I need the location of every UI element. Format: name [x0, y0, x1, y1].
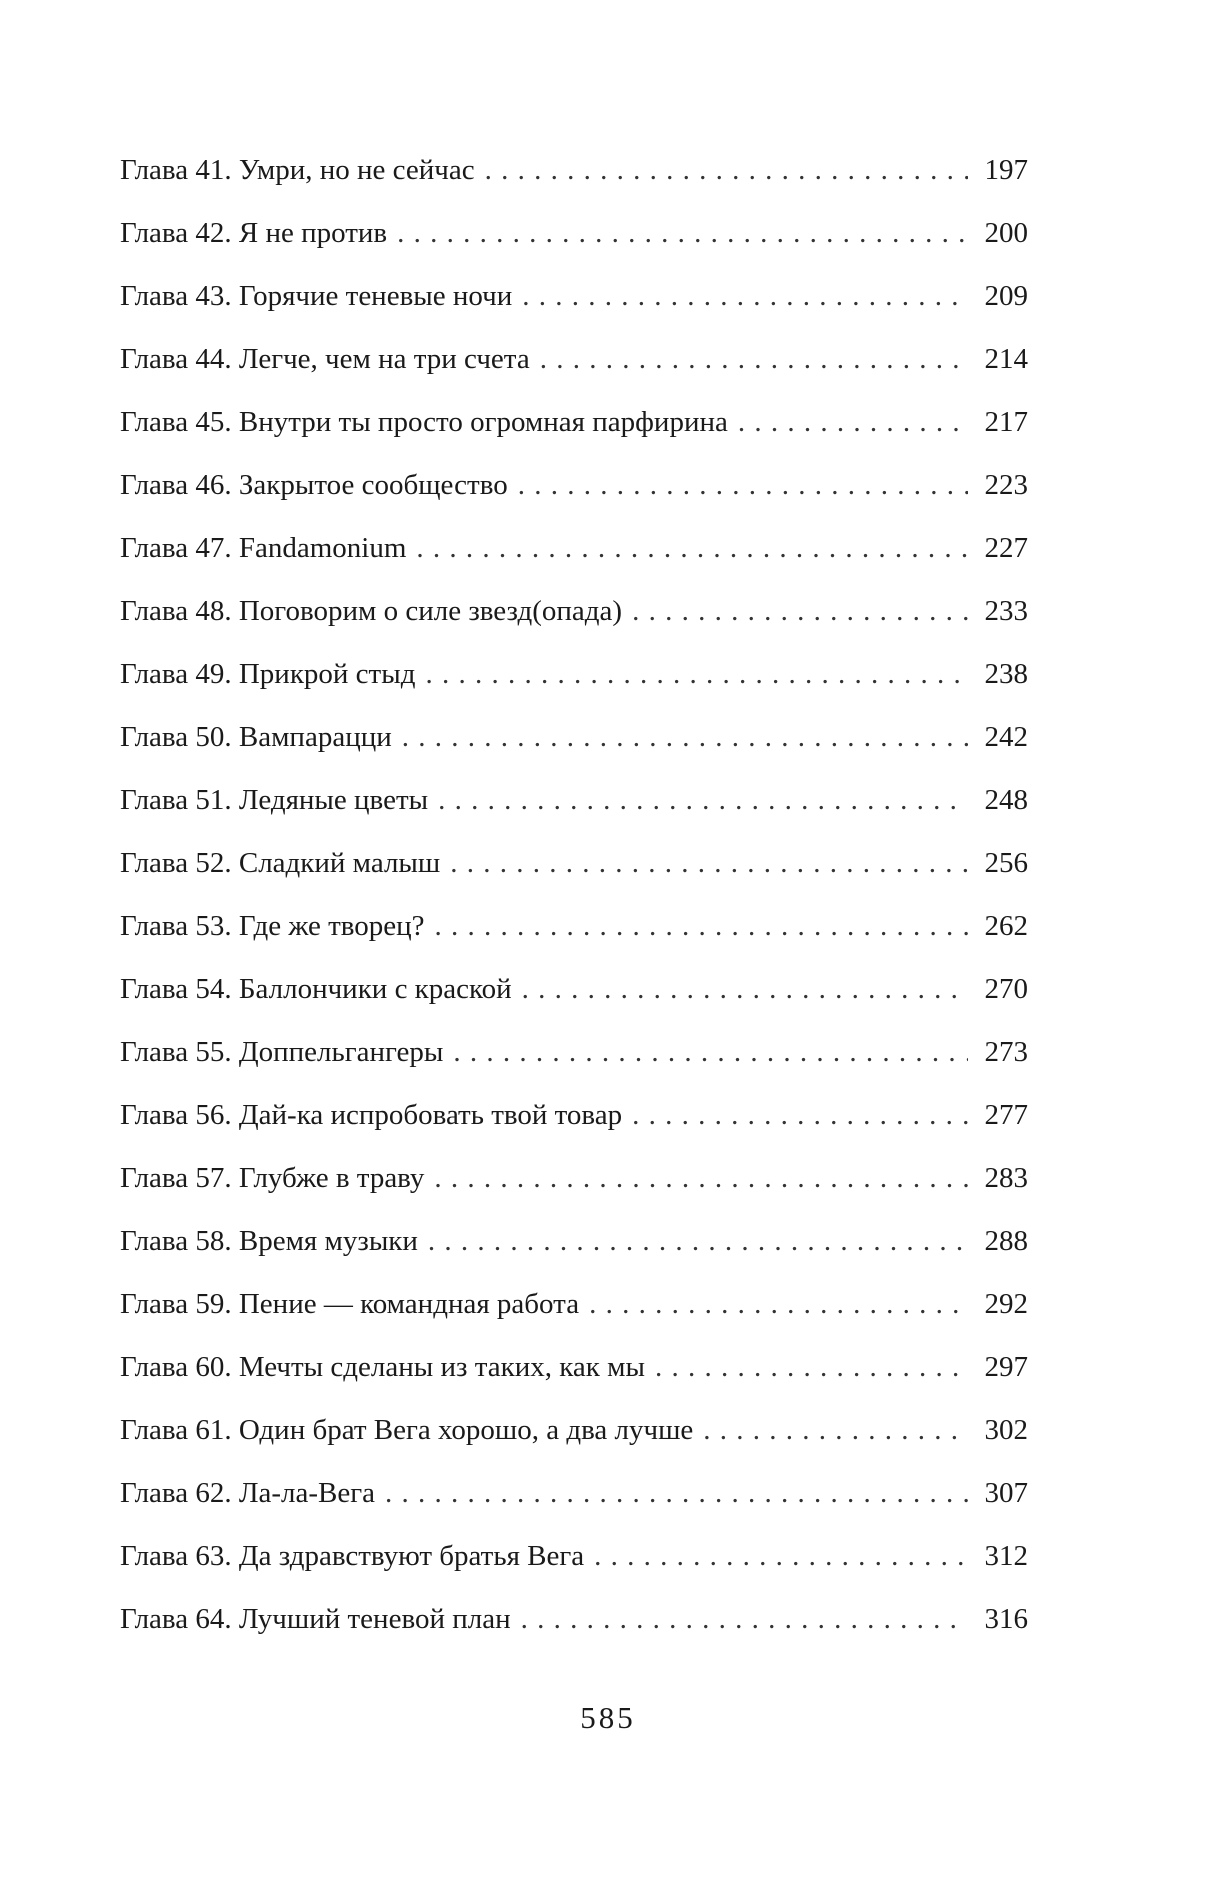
toc-entry-page: 277	[984, 1099, 1028, 1131]
toc-entry-title: Глава 63. Да здравствуют братья Вега	[120, 1540, 585, 1572]
toc-entry-page: 297	[984, 1351, 1028, 1383]
toc-entry	[120, 1286, 1028, 1349]
toc-leader-dots	[703, 1412, 968, 1448]
toc-leader-dots	[438, 782, 968, 818]
toc-entry-title: Глава 60. Мечты сделаны из таких, как мы	[120, 1351, 645, 1383]
toc-entry-page: 214	[984, 343, 1028, 375]
toc-entry	[120, 782, 1028, 845]
toc-entry-page: 248	[984, 784, 1028, 816]
toc-entry	[120, 656, 1028, 719]
toc-entry-title: Глава 52. Сладкий малыш	[120, 847, 441, 879]
toc-entry-title: Глава 43. Горячие теневые ночи	[120, 280, 513, 312]
toc-entry-page: 200	[984, 217, 1028, 249]
toc-leader-dots	[385, 1475, 968, 1511]
toc-entry-title: Глава 61. Один брат Вега хорошо, а два лучше	[120, 1414, 694, 1446]
toc-entry-page: 312	[984, 1540, 1028, 1572]
toc-entry-page: 227	[984, 532, 1028, 564]
toc-entry	[120, 1034, 1028, 1097]
toc-entry-page: 242	[984, 721, 1028, 753]
toc-entry-page: 217	[984, 406, 1028, 438]
toc-entry	[120, 467, 1028, 530]
toc-entry-title: Глава 53. Где же творец?	[120, 910, 425, 942]
toc-entry-title: Глава 51. Ледяные цветы	[120, 784, 429, 816]
toc-leader-dots	[485, 152, 968, 188]
toc-leader-dots	[425, 656, 968, 692]
toc-entry	[120, 341, 1028, 404]
toc-leader-dots	[450, 845, 968, 881]
toc-entry-title: Глава 57. Глубже в траву	[120, 1162, 425, 1194]
toc-leader-dots	[594, 1538, 968, 1574]
toc-entry	[120, 404, 1028, 467]
toc-leader-dots	[518, 467, 968, 503]
toc-entry	[120, 971, 1028, 1034]
toc-entry	[120, 152, 1028, 215]
toc-leader-dots	[589, 1286, 968, 1322]
toc-entry-title: Глава 41. Умри, но не сейчас	[120, 154, 475, 186]
toc-leader-dots	[655, 1349, 968, 1385]
toc-entry-page: 270	[984, 973, 1028, 1005]
toc-entry-title: Глава 45. Внутри ты просто огромная парфирина	[120, 406, 728, 438]
toc-entry	[120, 1223, 1028, 1286]
toc-entry-title: Глава 54. Баллончики с краской	[120, 973, 512, 1005]
toc-leader-dots	[522, 971, 968, 1007]
toc-entry-page: 233	[984, 595, 1028, 627]
toc-entry	[120, 278, 1028, 341]
toc-entry-page: 307	[984, 1477, 1028, 1509]
toc-entry-title: Глава 64. Лучший теневой план	[120, 1603, 511, 1635]
toc-entry	[120, 1601, 1028, 1664]
toc-leader-dots	[428, 1223, 968, 1259]
page-number: 585	[580, 1700, 636, 1735]
toc-entry	[120, 1475, 1028, 1538]
toc-entry	[120, 215, 1028, 278]
toc-leader-dots	[434, 1160, 968, 1196]
toc-leader-dots	[402, 719, 968, 755]
toc-entry	[120, 1538, 1028, 1601]
toc-entry	[120, 1349, 1028, 1412]
toc-entry-title: Глава 62. Ла-ла-Вега	[120, 1477, 376, 1509]
toc-leader-dots	[632, 1097, 968, 1133]
toc-entry-title: Глава 50. Вампарацци	[120, 721, 392, 753]
toc-entry-title: Глава 46. Закрытое сообщество	[120, 469, 508, 501]
toc-entry-page: 288	[984, 1225, 1028, 1257]
toc-entry	[120, 719, 1028, 782]
toc-leader-dots	[540, 341, 968, 377]
toc-entry-page: 223	[984, 469, 1028, 501]
toc-leader-dots	[416, 530, 968, 566]
toc-entry-title: Глава 48. Поговорим о силе звезд(опада)	[120, 595, 623, 627]
toc-entry-page: 283	[984, 1162, 1028, 1194]
toc-entry-page: 209	[984, 280, 1028, 312]
toc-entry-title: Глава 49. Прикрой стыд	[120, 658, 416, 690]
toc-entry-title: Глава 59. Пение — командная работа	[120, 1288, 580, 1320]
toc-leader-dots	[453, 1034, 968, 1070]
toc-entry	[120, 845, 1028, 908]
toc-leader-dots	[632, 593, 968, 629]
toc-entry	[120, 593, 1028, 656]
toc-entry-title: Глава 58. Время музыки	[120, 1225, 418, 1257]
toc-entry-page: 273	[984, 1036, 1028, 1068]
toc-entry	[120, 1097, 1028, 1160]
toc-entry	[120, 1412, 1028, 1475]
toc-leader-dots	[397, 215, 968, 251]
table-of-contents	[120, 152, 1028, 1664]
toc-entry	[120, 530, 1028, 593]
toc-entry-page: 316	[984, 1603, 1028, 1635]
toc-leader-dots	[738, 404, 968, 440]
toc-entry-title: Глава 55. Доппельгангеры	[120, 1036, 444, 1068]
toc-entry-title: Глава 47. Fandamonium	[120, 532, 407, 564]
toc-entry-page: 262	[984, 910, 1028, 942]
toc-entry-page: 302	[984, 1414, 1028, 1446]
toc-entry-page: 292	[984, 1288, 1028, 1320]
toc-entry-title: Глава 44. Легче, чем на три счета	[120, 343, 530, 375]
toc-leader-dots	[522, 278, 968, 314]
toc-entry-page: 256	[984, 847, 1028, 879]
toc-entry	[120, 1160, 1028, 1223]
toc-leader-dots	[435, 908, 968, 944]
toc-leader-dots	[521, 1601, 968, 1637]
toc-entry-title: Глава 56. Дай-ка испробовать твой товар	[120, 1099, 623, 1131]
toc-entry-title: Глава 42. Я не против	[120, 217, 388, 249]
toc-entry-page: 238	[984, 658, 1028, 690]
toc-entry	[120, 908, 1028, 971]
toc-entry-page: 197	[984, 154, 1028, 186]
